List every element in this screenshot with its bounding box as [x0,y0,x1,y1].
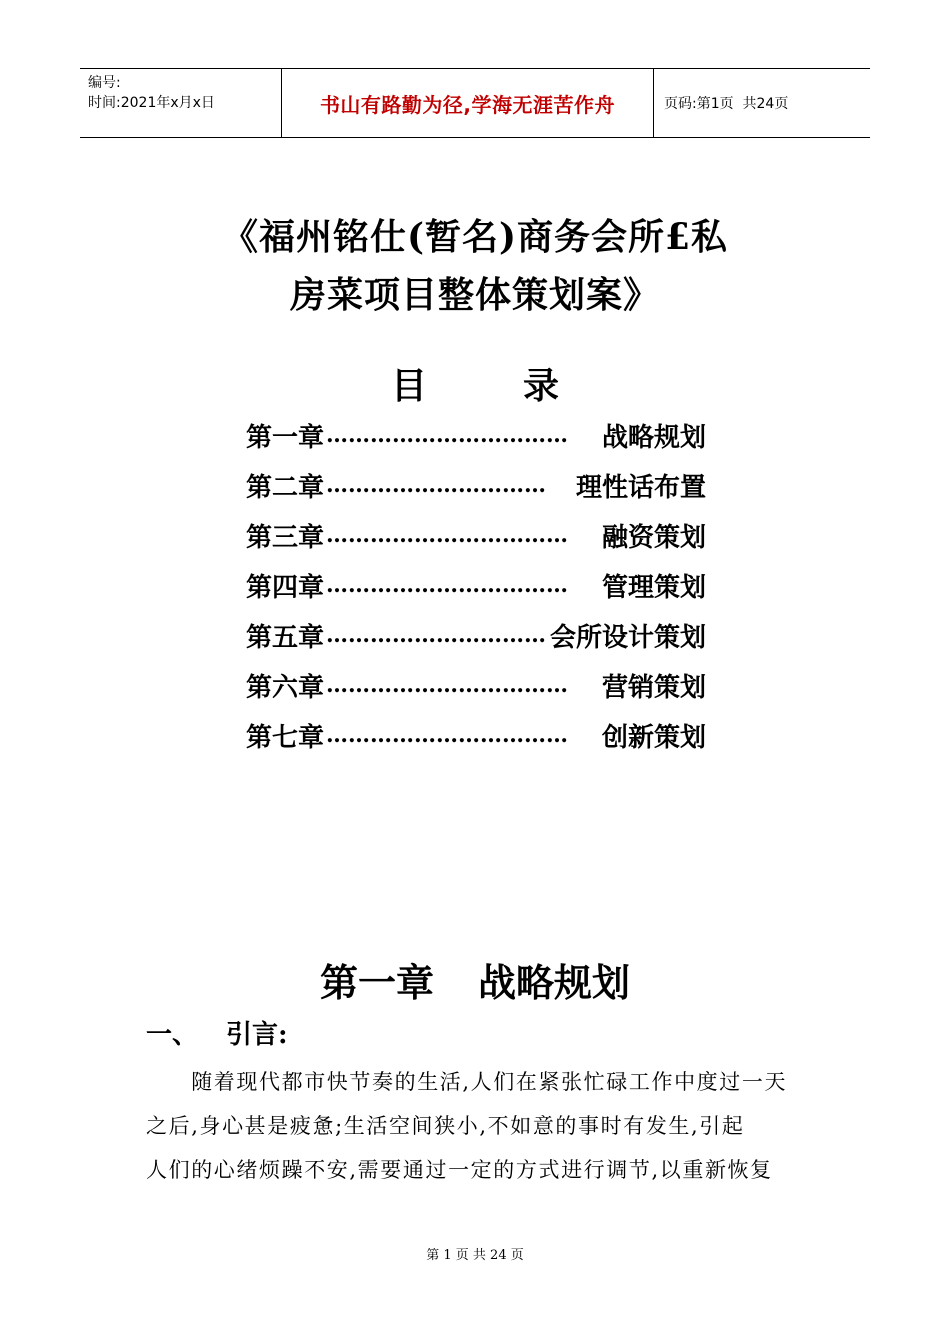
toc-item-title: 创新策划 [601,722,706,753]
toc-item-leader: …………………………… [326,522,569,548]
chapter-heading [0,952,950,1007]
header-page-info-cell [654,69,870,137]
section-number: 一、 [146,1020,199,1050]
toc-heading-part1: 目 [390,365,427,407]
paragraph-line: 随着现代都市快节奏的生活,人们在紧张忙碌工作中度过一天 [146,1070,788,1094]
toc-item-title: 会所设计策划 [549,622,706,653]
toc-item-leader: ………………………… [326,472,547,498]
title-line-2: 房菜项目整体策划案》 [289,274,660,316]
toc-item-leader: ………………………… [326,622,547,648]
toc-item-title: 管理策划 [601,572,706,603]
toc-item[interactable] [246,560,706,610]
header-motto-cell [281,69,654,137]
toc-item-chapter: 第五章 [246,622,325,653]
toc-item-chapter: 第二章 [246,472,325,503]
toc-item-title: 营销策划 [601,672,706,703]
time-label: 时间:2021年x月x日 [88,95,215,111]
toc-item[interactable] [246,510,706,560]
paragraph-line: 人们的心绪烦躁不安,需要通过一定的方式进行调节,以重新恢复 [146,1158,773,1182]
document-title [0,208,950,324]
toc-item[interactable] [246,610,706,660]
toc-item-chapter: 第六章 [246,672,325,703]
toc-item[interactable] [246,660,706,710]
page-info: 页码:第1页 共24页 [664,96,789,112]
toc-item-chapter: 第四章 [246,572,325,603]
toc-item-title: 理性话布置 [575,472,706,503]
section-title: 引言: [226,1020,288,1050]
toc-item[interactable] [246,460,706,510]
table-of-contents [246,410,706,760]
toc-item-title: 融资策划 [601,522,706,553]
page-footer: 第 1 页 共 24 页 [426,1248,524,1263]
toc-item-leader: …………………………… [326,572,569,598]
toc-item-chapter: 第一章 [246,422,325,453]
number-label: 编号: [88,75,121,91]
toc-heading [0,358,950,409]
toc-item[interactable] [246,710,706,760]
chapter-number: 第一章 [319,960,434,1005]
toc-item-leader: …………………………… [326,722,569,748]
chapter-title: 战略规划 [478,960,631,1005]
toc-item-title: 战略规划 [601,422,706,453]
toc-item-chapter: 第三章 [246,522,325,553]
section-heading [146,1014,288,1051]
document-header [80,68,870,138]
toc-heading-part2: 录 [523,365,560,407]
toc-item[interactable] [246,410,706,460]
motto-text: 书山有路勤为径,学海无涯苦作舟 [319,92,616,117]
toc-item-chapter: 第七章 [246,722,325,753]
toc-item-leader: …………………………… [326,672,569,698]
body-paragraph [146,1060,806,1192]
header-meta [80,69,281,137]
paragraph-line: 之后,身心甚是疲惫;生活空间狭小,不如意的事时有发生,引起 [146,1114,745,1138]
toc-item-leader: …………………………… [326,422,569,448]
title-line-1: 《福州铭仕(暂名)商务会所£私 [221,216,729,258]
